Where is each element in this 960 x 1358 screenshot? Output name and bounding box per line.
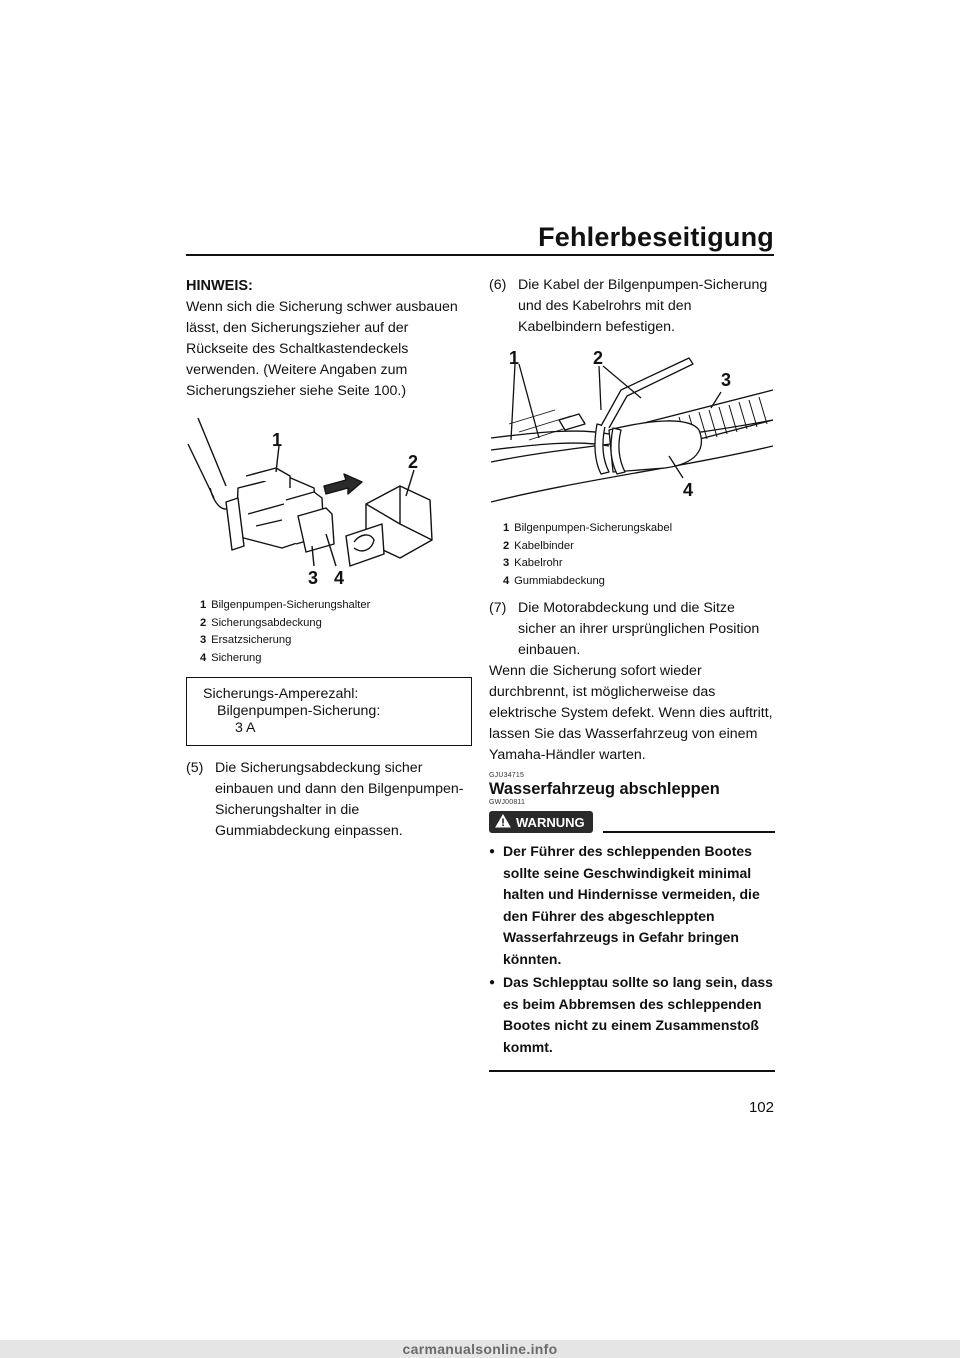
- title-rule: [186, 254, 774, 256]
- bullet-icon: ●: [489, 977, 496, 988]
- legend-item: 2 Kabelbinder: [503, 539, 574, 552]
- figure-label: 1: [509, 350, 520, 368]
- warning-end-rule: [489, 1070, 775, 1072]
- malfunction-paragraph: Wenn die Sicherung sofort wieder durchbrennt, ist möglicherweise das elektrische System defekt. Wenn dies auftritt, lassen Sie das Wasserfahrzeug von einem Yamaha-Händler warten.: [489, 663, 773, 763]
- figure-label: 4: [334, 568, 345, 588]
- legend-item: 2 Sicherungsabdeckung: [200, 616, 322, 629]
- legend-item: 1 Bilgenpumpen-Sicherungskabel: [503, 522, 673, 534]
- figure-legend: [186, 597, 472, 667]
- figure-label: 4: [683, 480, 694, 500]
- right-column: [489, 275, 775, 1072]
- spec-line: Bilgenpumpen-Sicherung:: [217, 703, 381, 719]
- figure-label: 1: [272, 430, 283, 450]
- warning-item: ● Der Führer des schleppenden Bootes sollte seine Geschwindigkeit minimal halten und Hindernisse vermeiden, die den Führer des abgeschleppten Wasserfahrzeugs in Gefahr bringen könnten.: [489, 841, 775, 970]
- fuse-holder-figure: [186, 416, 472, 591]
- left-column: [186, 275, 472, 842]
- fuse-holder-illustration: [186, 416, 472, 591]
- step-5: (5) Die Sicherungsabdeckung sicher einbauen und dann den Bilgenpumpen-Sicherungshalter in die Gummiabdeckung einpassen.: [186, 760, 464, 839]
- note-heading: HINWEIS:: [186, 278, 253, 294]
- legend-item: 4 Gummiabdeckung: [503, 574, 605, 587]
- warning-label: WARNUNG: [516, 814, 585, 830]
- step-6: (6) Die Kabel der Bilgenpumpen-Sicherung und des Kabelrohrs mit den Kabelbindern befestigen.: [489, 277, 768, 335]
- figure-label: 2: [408, 452, 419, 472]
- warning-icon: [495, 814, 511, 831]
- bullet-icon: ●: [489, 846, 496, 857]
- cable-illustration: [489, 350, 775, 520]
- watermark: carmanualsonline.info: [0, 1340, 960, 1358]
- legend-item: 4 Sicherung: [200, 651, 262, 664]
- spec-value: 3 A: [235, 720, 256, 736]
- figure-label: 3: [721, 370, 732, 390]
- legend-item: 1 Bilgenpumpen-Sicherungshalter: [200, 599, 371, 611]
- warning-badge: [489, 811, 593, 833]
- section-code: GJU34715: [489, 772, 525, 779]
- warning-list: [489, 841, 775, 1058]
- legend-item: 3 Ersatzsicherung: [200, 634, 292, 646]
- figure-label: 3: [308, 568, 319, 588]
- section-heading: Wasserfahrzeug abschleppen: [489, 780, 720, 798]
- page-number: 102: [748, 1099, 774, 1116]
- step-7: (7) Die Motorabdeckung und die Sitze sicher an ihrer ursprünglichen Position einbauen.: [489, 600, 760, 658]
- warning-code: GWJ00811: [489, 799, 526, 806]
- page-title: Fehlerbeseitigung: [538, 222, 774, 252]
- cable-figure: [489, 350, 775, 520]
- spec-line: Sicherungs-Amperezahl:: [203, 686, 359, 702]
- warning-header: [489, 811, 775, 833]
- fuse-rating-box: [186, 677, 472, 746]
- warning-rule: [603, 831, 775, 833]
- figure-legend: [489, 520, 775, 590]
- warning-item: ● Das Schlepptau sollte so lang sein, dass es beim Abbremsen des schleppenden Bootes nicht zu einem Zusammenstoß kommt.: [489, 972, 775, 1058]
- figure-label: 2: [593, 350, 604, 368]
- note-text: Wenn sich die Sicherung schwer ausbauen lässt, den Sicherungszieher auf der Rückseite des Schaltkastendeckels verwenden. (Weitere Angaben zum Sicherungszieher siehe Seite 100.): [186, 299, 458, 399]
- legend-item: 3 Kabelrohr: [503, 557, 563, 569]
